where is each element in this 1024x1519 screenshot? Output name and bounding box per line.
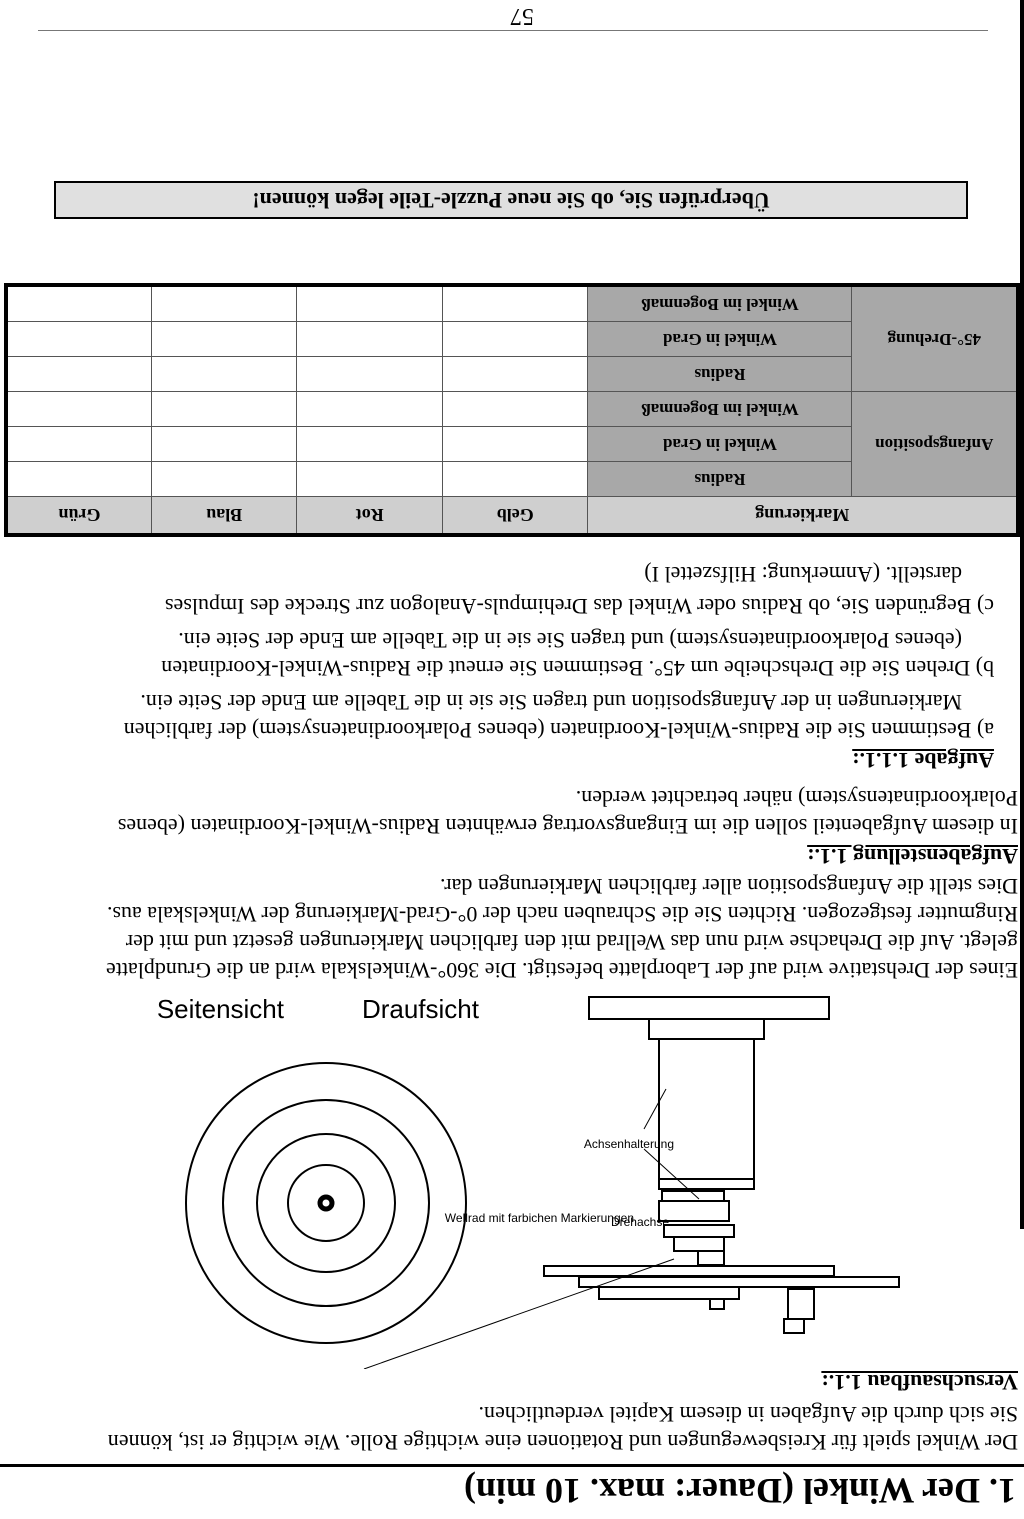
cell[interactable] (297, 392, 443, 427)
title-divider (0, 1464, 1024, 1467)
cell[interactable] (443, 357, 589, 392)
top-view-drawing (186, 1063, 466, 1343)
header-blue: Blau (152, 497, 298, 536)
side-view-title: Seitensicht (156, 994, 284, 1024)
cell[interactable] (152, 427, 298, 462)
chapter-title: 1. Der Winkel (Dauer: max. 10 min) (464, 1471, 1016, 1511)
cell[interactable] (152, 285, 298, 322)
cell[interactable] (297, 462, 443, 497)
cell[interactable] (6, 357, 152, 392)
cell[interactable] (443, 462, 589, 497)
puzzle-callout: Überprüfen Sie, ob Sie neue Puzzle-Teile legen können! (54, 181, 968, 219)
intro-line-1: Der Winkel spielt für Kreisbewegungen und Rotationen eine wichtige Rolle. Wie wichtig er ist, können (107, 1430, 1018, 1455)
cell[interactable] (152, 392, 298, 427)
subtask-a-line-1: a) Bestimmen Sie die Radius-Winkel-Koordinaten (ebenes Polarkoordinatensystem) der farblichen (123, 718, 994, 743)
cell[interactable] (297, 357, 443, 392)
cell[interactable] (6, 285, 152, 322)
row-radius: Radius (588, 357, 852, 392)
task-line-2: Polarkoordinatensystem) näher betrachtet werden. (575, 786, 1018, 811)
subtask-a-line-2: Markierungen in der Anfangsposition und tragen Sie sie in die Tabelle am Ende der Seite ein. (140, 690, 962, 715)
page-number: 57 (510, 3, 534, 29)
cell[interactable] (6, 322, 152, 357)
subtask-c-line-2: darstellt. (Anmerkung: Hilfszettel I) (644, 562, 962, 587)
cell[interactable] (297, 285, 443, 322)
cell[interactable] (152, 357, 298, 392)
setup-heading: Versuchsaufbau 1.1.: (821, 1370, 1018, 1395)
results-table (4, 283, 1020, 537)
label-axis: Drehachse (610, 1215, 669, 1229)
cell[interactable] (297, 322, 443, 357)
cell[interactable] (6, 392, 152, 427)
cell[interactable] (443, 392, 589, 427)
task-heading: Aufgabenstellung 1.1.: (807, 844, 1018, 869)
label-wheel: Wellrad mit farbichen Markierungen (444, 1211, 634, 1225)
cell[interactable] (6, 427, 152, 462)
subtask-c-line-1: c) Begründen Sie, ob Radius oder Winkel das Drehimpuls-Analogon zur Strecke des Impulses (164, 594, 994, 619)
group-rotation: 45°-Drehung (852, 285, 1018, 392)
subtask-b-line-1: b) Drehen Sie die Drehscheibe um 45°. Bestimmen Sie erneut die Radius-Winkel-Koordinaten (161, 656, 994, 681)
cell[interactable] (152, 462, 298, 497)
group-start: Anfangsposition (852, 392, 1018, 497)
header-yellow: Gelb (443, 497, 589, 536)
apparatus-figure (0, 989, 1024, 1369)
setup-line-1: Eines der Drehstative wird auf der Laborplatte befestigt. Die 360°-Winkelskala wird an die Grundplatte (105, 958, 1018, 983)
table-header-row (6, 497, 1018, 536)
header-red: Rot (297, 497, 443, 536)
table-row (6, 357, 1018, 392)
intro-line-2: Sie sich durch die Aufgaben in diesem Kapitel verdeutlichen. (478, 1402, 1018, 1427)
subtask-b-line-2: (ebenes Polarkoordinatensystem) und tragen Sie sie in die Tabelle am Ende der Seite ein. (178, 628, 962, 653)
subtask-heading: Aufgabe 1.1.1.: (852, 748, 994, 773)
setup-line-2: gelegt. Auf die Drehachse wird nun das Wellrad mit den farblichen Markierungen gesetzt und mit der (125, 930, 1018, 955)
setup-line-3: Ringmutter festgezogen. Richten Sie die Schrauben nach der 0°-Grad-Markierung der Winkelskala aus. (106, 902, 1018, 927)
cell[interactable] (443, 322, 589, 357)
cell[interactable] (443, 427, 589, 462)
footer-rule (38, 30, 988, 31)
cell[interactable] (443, 285, 589, 322)
label-bracket: Achsenhalterung (583, 1137, 674, 1151)
top-view-title: Draufsicht (361, 994, 479, 1024)
row-angle-deg: Winkel in Grad (588, 322, 852, 357)
cell[interactable] (297, 427, 443, 462)
header-green: Grün (6, 497, 152, 536)
row-angle-rad: Winkel im Bogenmaß (588, 285, 852, 322)
side-view-drawing (364, 997, 899, 1369)
cell[interactable] (6, 462, 152, 497)
row-radius: Radius (588, 462, 852, 497)
row-angle-rad: Winkel im Bogenmaß (588, 392, 852, 427)
cell[interactable] (152, 322, 298, 357)
header-marker: Markierung (588, 497, 1018, 536)
task-line-1: In diesem Aufgabenteil sollen die im Eingangsvortrag erwähnten Radius-Winkel-Koordinaten (ebenes (117, 814, 1018, 839)
table-row (6, 462, 1018, 497)
setup-line-4: Dies stellt die Anfangsposition aller farblichen Markierungen dar. (440, 874, 1018, 899)
row-angle-deg: Winkel in Grad (588, 427, 852, 462)
